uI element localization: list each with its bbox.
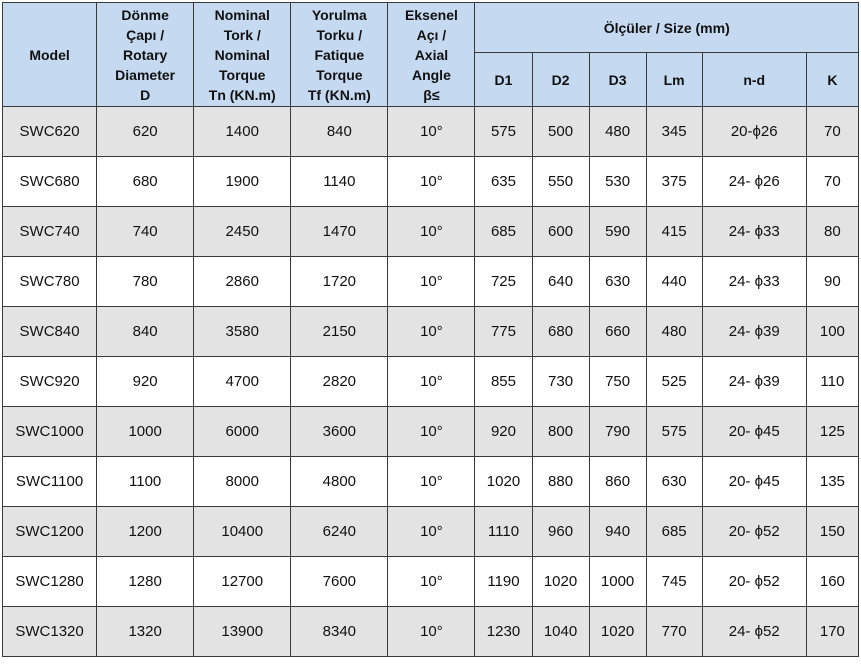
- cell-lm: 415: [646, 207, 702, 257]
- cell-model: SWC1200: [3, 507, 97, 557]
- cell-axial-angle: 10°: [388, 307, 475, 357]
- cell-d3: 750: [589, 357, 646, 407]
- cell-fatique-torque: 2820: [291, 357, 388, 407]
- cell-d3: 940: [589, 507, 646, 557]
- cell-axial-angle: 10°: [388, 407, 475, 457]
- cell-model: SWC620: [3, 107, 97, 157]
- cell-lm: 685: [646, 507, 702, 557]
- cell-d1: 1230: [475, 607, 532, 657]
- table-row: [3, 557, 859, 607]
- cell-k: 110: [806, 357, 858, 407]
- cell-d3: 860: [589, 457, 646, 507]
- cell-axial-angle: 10°: [388, 107, 475, 157]
- cell-model: SWC680: [3, 157, 97, 207]
- cell-n-d: 24- ϕ33: [702, 257, 806, 307]
- header-line: Rotary: [122, 46, 168, 63]
- cell-nominal-torque: 12700: [194, 557, 291, 607]
- header-line: Eksenel: [404, 6, 458, 23]
- cell-k: 70: [806, 157, 858, 207]
- header-axial-angle: [388, 3, 475, 107]
- cell-lm: 745: [646, 557, 702, 607]
- cell-d3: 530: [589, 157, 646, 207]
- header-line: Angle: [411, 66, 451, 83]
- cell-model: SWC1320: [3, 607, 97, 657]
- header-d1: D1: [475, 53, 532, 107]
- cell-lm: 480: [646, 307, 702, 357]
- cell-rotary-diameter: 620: [97, 107, 194, 157]
- cell-rotary-diameter: 840: [97, 307, 194, 357]
- cell-d3: 1000: [589, 557, 646, 607]
- cell-d3: 790: [589, 407, 646, 457]
- cell-d1: 1110: [475, 507, 532, 557]
- cell-d3: 660: [589, 307, 646, 357]
- cell-k: 80: [806, 207, 858, 257]
- cell-lm: 345: [646, 107, 702, 157]
- cell-fatique-torque: 8340: [291, 607, 388, 657]
- header-d3: D3: [589, 53, 646, 107]
- cell-rotary-diameter: 1000: [97, 407, 194, 457]
- table-row: [3, 307, 859, 357]
- header-line: Tork /: [223, 26, 261, 43]
- table-row: [3, 357, 859, 407]
- table-row: [3, 507, 859, 557]
- cell-fatique-torque: 3600: [291, 407, 388, 457]
- cell-fatique-torque: 840: [291, 107, 388, 157]
- cell-axial-angle: 10°: [388, 507, 475, 557]
- cell-d2: 680: [532, 307, 589, 357]
- table-row: [3, 457, 859, 507]
- table-row: [3, 607, 859, 657]
- header-line: Torque: [219, 66, 266, 83]
- cell-model: SWC1280: [3, 557, 97, 607]
- cell-d1: 855: [475, 357, 532, 407]
- cell-d1: 1020: [475, 457, 532, 507]
- header-n-d: n-d: [702, 53, 806, 107]
- cell-d2: 1020: [532, 557, 589, 607]
- cell-k: 90: [806, 257, 858, 307]
- cell-nominal-torque: 1900: [194, 157, 291, 207]
- header-nominal-torque: [194, 3, 291, 107]
- header-rotary-diameter: [97, 3, 194, 107]
- cell-d2: 730: [532, 357, 589, 407]
- cell-d3: 590: [589, 207, 646, 257]
- cell-rotary-diameter: 920: [97, 357, 194, 407]
- cell-rotary-diameter: 1100: [97, 457, 194, 507]
- cell-d3: 480: [589, 107, 646, 157]
- table-row: [3, 407, 859, 457]
- cell-n-d: 24- ϕ26: [702, 157, 806, 207]
- cell-d1: 575: [475, 107, 532, 157]
- cell-fatique-torque: 2150: [291, 307, 388, 357]
- cell-axial-angle: 10°: [388, 257, 475, 307]
- header-line: Torque: [316, 66, 363, 83]
- cell-d1: 775: [475, 307, 532, 357]
- cell-model: SWC740: [3, 207, 97, 257]
- cell-model: SWC1000: [3, 407, 97, 457]
- cell-nominal-torque: 1400: [194, 107, 291, 157]
- cell-d1: 1190: [475, 557, 532, 607]
- cell-rotary-diameter: 1280: [97, 557, 194, 607]
- cell-rotary-diameter: 740: [97, 207, 194, 257]
- header-line: Axial: [414, 46, 449, 63]
- cell-k: 125: [806, 407, 858, 457]
- cell-n-d: 20-ϕ26: [702, 107, 806, 157]
- cell-d1: 635: [475, 157, 532, 207]
- cell-d1: 725: [475, 257, 532, 307]
- cell-fatique-torque: 4800: [291, 457, 388, 507]
- cell-fatique-torque: 1720: [291, 257, 388, 307]
- cell-k: 70: [806, 107, 858, 157]
- cell-model: SWC780: [3, 257, 97, 307]
- cell-rotary-diameter: 1200: [97, 507, 194, 557]
- cell-lm: 630: [646, 457, 702, 507]
- table-row: [3, 207, 859, 257]
- cell-n-d: 24- ϕ33: [702, 207, 806, 257]
- cell-lm: 375: [646, 157, 702, 207]
- header-line: Tf (KN.m): [307, 86, 371, 103]
- header-line: Diameter: [115, 66, 176, 83]
- cell-k: 170: [806, 607, 858, 657]
- table-row: [3, 257, 859, 307]
- header-row-top: [3, 3, 859, 53]
- cell-model: SWC840: [3, 307, 97, 357]
- cell-d2: 600: [532, 207, 589, 257]
- cell-d3: 1020: [589, 607, 646, 657]
- header-line: Dönme: [121, 6, 169, 23]
- header-line: D: [140, 86, 151, 103]
- cell-d2: 640: [532, 257, 589, 307]
- header-line: Torku /: [316, 26, 363, 43]
- cell-k: 160: [806, 557, 858, 607]
- cell-fatique-torque: 1140: [291, 157, 388, 207]
- header-line: Nominal: [214, 6, 270, 23]
- cell-fatique-torque: 6240: [291, 507, 388, 557]
- cell-n-d: 20- ϕ45: [702, 457, 806, 507]
- cell-d3: 630: [589, 257, 646, 307]
- cell-nominal-torque: 3580: [194, 307, 291, 357]
- header-k: K: [806, 53, 858, 107]
- cell-nominal-torque: 4700: [194, 357, 291, 407]
- cell-n-d: 20- ϕ45: [702, 407, 806, 457]
- cell-lm: 575: [646, 407, 702, 457]
- cell-axial-angle: 10°: [388, 207, 475, 257]
- header-line: β≤: [423, 86, 440, 103]
- cell-nominal-torque: 2450: [194, 207, 291, 257]
- cell-nominal-torque: 6000: [194, 407, 291, 457]
- header-line: Nominal: [214, 46, 270, 63]
- cell-k: 150: [806, 507, 858, 557]
- cell-d2: 960: [532, 507, 589, 557]
- header-model: Model: [3, 3, 97, 107]
- cell-fatique-torque: 7600: [291, 557, 388, 607]
- cell-d2: 1040: [532, 607, 589, 657]
- header-size-group: Ölçüler / Size (mm): [475, 3, 859, 53]
- cell-d1: 920: [475, 407, 532, 457]
- cell-axial-angle: 10°: [388, 557, 475, 607]
- table-row: [3, 157, 859, 207]
- cell-d1: 685: [475, 207, 532, 257]
- cell-k: 100: [806, 307, 858, 357]
- cell-lm: 440: [646, 257, 702, 307]
- cell-axial-angle: 10°: [388, 157, 475, 207]
- cell-nominal-torque: 13900: [194, 607, 291, 657]
- header-line: Çapı /: [126, 26, 165, 43]
- cell-d2: 550: [532, 157, 589, 207]
- cell-model: SWC920: [3, 357, 97, 407]
- cell-lm: 770: [646, 607, 702, 657]
- cell-nominal-torque: 2860: [194, 257, 291, 307]
- cell-axial-angle: 10°: [388, 357, 475, 407]
- cell-nominal-torque: 10400: [194, 507, 291, 557]
- header-lm: Lm: [646, 53, 702, 107]
- cell-d2: 880: [532, 457, 589, 507]
- header-fatique-torque: [291, 3, 388, 107]
- cell-rotary-diameter: 1320: [97, 607, 194, 657]
- header-line: Yorulma: [311, 6, 367, 23]
- header-line: Tn (KN.m): [208, 86, 276, 103]
- cell-axial-angle: 10°: [388, 457, 475, 507]
- cell-n-d: 24- ϕ39: [702, 307, 806, 357]
- cell-d2: 500: [532, 107, 589, 157]
- cell-axial-angle: 10°: [388, 607, 475, 657]
- header-d2: D2: [532, 53, 589, 107]
- cell-n-d: 20- ϕ52: [702, 557, 806, 607]
- cell-k: 135: [806, 457, 858, 507]
- cell-fatique-torque: 1470: [291, 207, 388, 257]
- cell-n-d: 24- ϕ39: [702, 357, 806, 407]
- cell-lm: 525: [646, 357, 702, 407]
- table-body: [3, 107, 859, 657]
- cell-nominal-torque: 8000: [194, 457, 291, 507]
- header-line: Fatique: [314, 46, 365, 63]
- header-line: Açı /: [416, 26, 447, 43]
- cell-rotary-diameter: 680: [97, 157, 194, 207]
- cell-rotary-diameter: 780: [97, 257, 194, 307]
- cell-model: SWC1100: [3, 457, 97, 507]
- table-row: [3, 107, 859, 157]
- cell-n-d: 24- ϕ52: [702, 607, 806, 657]
- cell-d2: 800: [532, 407, 589, 457]
- coupling-spec-table: [2, 2, 859, 657]
- cell-n-d: 20- ϕ52: [702, 507, 806, 557]
